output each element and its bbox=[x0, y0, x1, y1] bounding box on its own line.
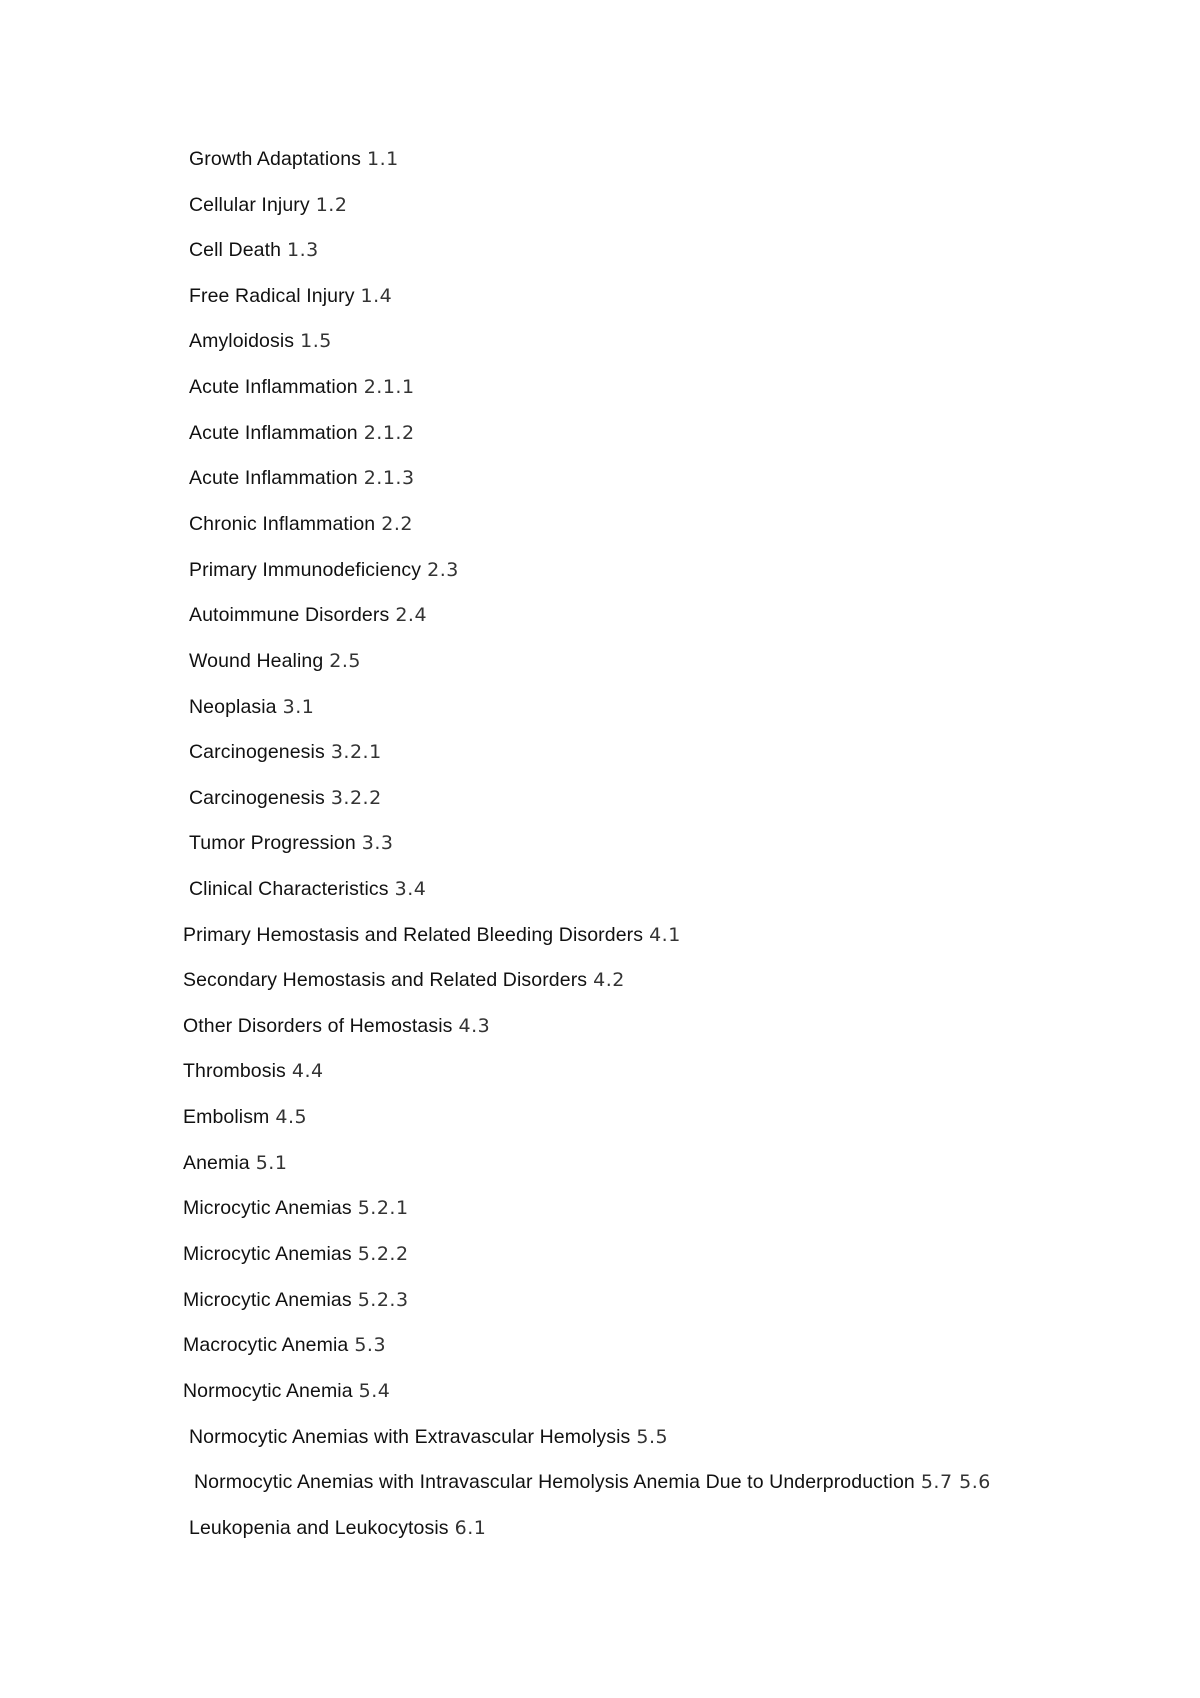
entry-number: 5.2.2 bbox=[357, 1243, 409, 1265]
list-item bbox=[183, 1288, 409, 1312]
entry-number: 6.1 bbox=[454, 1517, 487, 1539]
list-item bbox=[189, 603, 427, 627]
list-item bbox=[183, 1242, 409, 1266]
list-item bbox=[189, 649, 361, 673]
list-item bbox=[189, 740, 382, 764]
entry-label: Neoplasia bbox=[189, 696, 277, 718]
list-item bbox=[189, 193, 347, 217]
list-item bbox=[189, 1425, 668, 1449]
entry-number: 5.1 bbox=[255, 1152, 288, 1174]
entry-number: 1.2 bbox=[315, 194, 348, 216]
entry-number: 3.1 bbox=[282, 696, 315, 718]
entry-label: Secondary Hemostasis and Related Disorders bbox=[183, 969, 588, 991]
entry-label: Normocytic Anemias with Extravascular Hemolysis bbox=[189, 1426, 631, 1448]
list-item bbox=[189, 512, 413, 536]
entry-number: 5.2.3 bbox=[357, 1289, 409, 1311]
entry-label: Cell Death bbox=[189, 239, 282, 261]
entry-number: 2.1.2 bbox=[363, 422, 415, 444]
entry-number: 5.3 bbox=[354, 1334, 387, 1356]
entry-number: 4.3 bbox=[458, 1015, 491, 1037]
entry-label: Tumor Progression bbox=[189, 832, 356, 854]
entry-label: Microcytic Anemias bbox=[183, 1289, 352, 1311]
list-item bbox=[194, 1470, 991, 1494]
entry-label: Growth Adaptations bbox=[189, 148, 361, 170]
list-item bbox=[183, 1196, 409, 1220]
entry-number: 5.5 bbox=[636, 1426, 669, 1448]
entry-label: Macrocytic Anemia bbox=[183, 1334, 349, 1356]
entry-number: 4.1 bbox=[649, 924, 681, 946]
list-item bbox=[189, 284, 392, 308]
list-item bbox=[189, 558, 459, 582]
entry-label: Carcinogenesis bbox=[189, 787, 325, 809]
entry-number: 5.7 5.6 bbox=[920, 1471, 991, 1493]
list-item bbox=[183, 1014, 490, 1038]
entry-number: 2.2 bbox=[381, 513, 413, 535]
entry-label: Normocytic Anemias with Intravascular Hemolysis Anemia Due to Underproduction bbox=[194, 1471, 915, 1493]
list-item bbox=[183, 968, 625, 992]
entry-number: 3.4 bbox=[394, 878, 427, 900]
list-item bbox=[183, 1105, 307, 1129]
list-item bbox=[189, 1516, 486, 1540]
entry-label: Embolism bbox=[183, 1106, 270, 1128]
entry-label: Acute Inflammation bbox=[189, 422, 358, 444]
entry-label: Microcytic Anemias bbox=[183, 1197, 352, 1219]
list-item bbox=[189, 877, 426, 901]
entry-label: Acute Inflammation bbox=[189, 376, 358, 398]
entry-label: Other Disorders of Hemostasis bbox=[183, 1015, 453, 1037]
entry-number: 2.5 bbox=[329, 650, 361, 672]
entry-number: 5.4 bbox=[358, 1380, 391, 1402]
entry-label: Acute Inflammation bbox=[189, 467, 358, 489]
list-item bbox=[189, 786, 382, 810]
entry-label: Primary Hemostasis and Related Bleeding Disorders bbox=[183, 924, 644, 946]
entry-label: Clinical Characteristics bbox=[189, 878, 389, 900]
entry-number: 5.2.1 bbox=[357, 1197, 409, 1219]
entry-number: 2.1.3 bbox=[363, 467, 415, 489]
entry-number: 1.4 bbox=[360, 285, 393, 307]
entry-label: Chronic Inflammation bbox=[189, 513, 376, 535]
entry-label: Carcinogenesis bbox=[189, 741, 325, 763]
entry-number: 2.3 bbox=[427, 559, 459, 581]
entry-number: 4.2 bbox=[593, 969, 625, 991]
entry-label: Free Radical Injury bbox=[189, 285, 355, 307]
entry-label: Thrombosis bbox=[183, 1060, 286, 1082]
entry-label: Leukopenia and Leukocytosis bbox=[189, 1517, 449, 1539]
list-item bbox=[183, 1379, 390, 1403]
list-item bbox=[189, 147, 399, 171]
entry-label: Primary Immunodeficiency bbox=[189, 559, 422, 581]
entry-number: 4.5 bbox=[275, 1106, 308, 1128]
entry-number: 4.4 bbox=[291, 1060, 324, 1082]
list-item bbox=[189, 238, 319, 262]
entry-number: 2.4 bbox=[395, 604, 428, 626]
list-item bbox=[189, 831, 394, 855]
entry-label: Microcytic Anemias bbox=[183, 1243, 352, 1265]
list-item bbox=[189, 329, 332, 353]
entry-number: 1.3 bbox=[287, 239, 319, 261]
entry-label: Normocytic Anemia bbox=[183, 1380, 353, 1402]
list-item bbox=[189, 466, 415, 490]
list-item bbox=[183, 1059, 324, 1083]
entry-label: Amyloidosis bbox=[189, 330, 295, 352]
list-item bbox=[189, 421, 415, 445]
entry-label: Wound Healing bbox=[189, 650, 324, 672]
list-item bbox=[183, 923, 681, 947]
list-item bbox=[183, 1333, 386, 1357]
entry-number: 2.1.1 bbox=[363, 376, 415, 398]
entry-label: Autoimmune Disorders bbox=[189, 604, 390, 626]
entry-number: 1.1 bbox=[367, 148, 399, 170]
entry-number: 3.2.1 bbox=[330, 741, 382, 763]
entry-number: 3.3 bbox=[361, 832, 394, 854]
entry-label: Cellular Injury bbox=[189, 194, 310, 216]
entry-number: 3.2.2 bbox=[330, 787, 382, 809]
entry-number: 1.5 bbox=[300, 330, 332, 352]
list-item bbox=[189, 375, 415, 399]
list-item bbox=[189, 695, 314, 719]
list-item bbox=[183, 1151, 287, 1175]
entry-label: Anemia bbox=[183, 1152, 250, 1174]
